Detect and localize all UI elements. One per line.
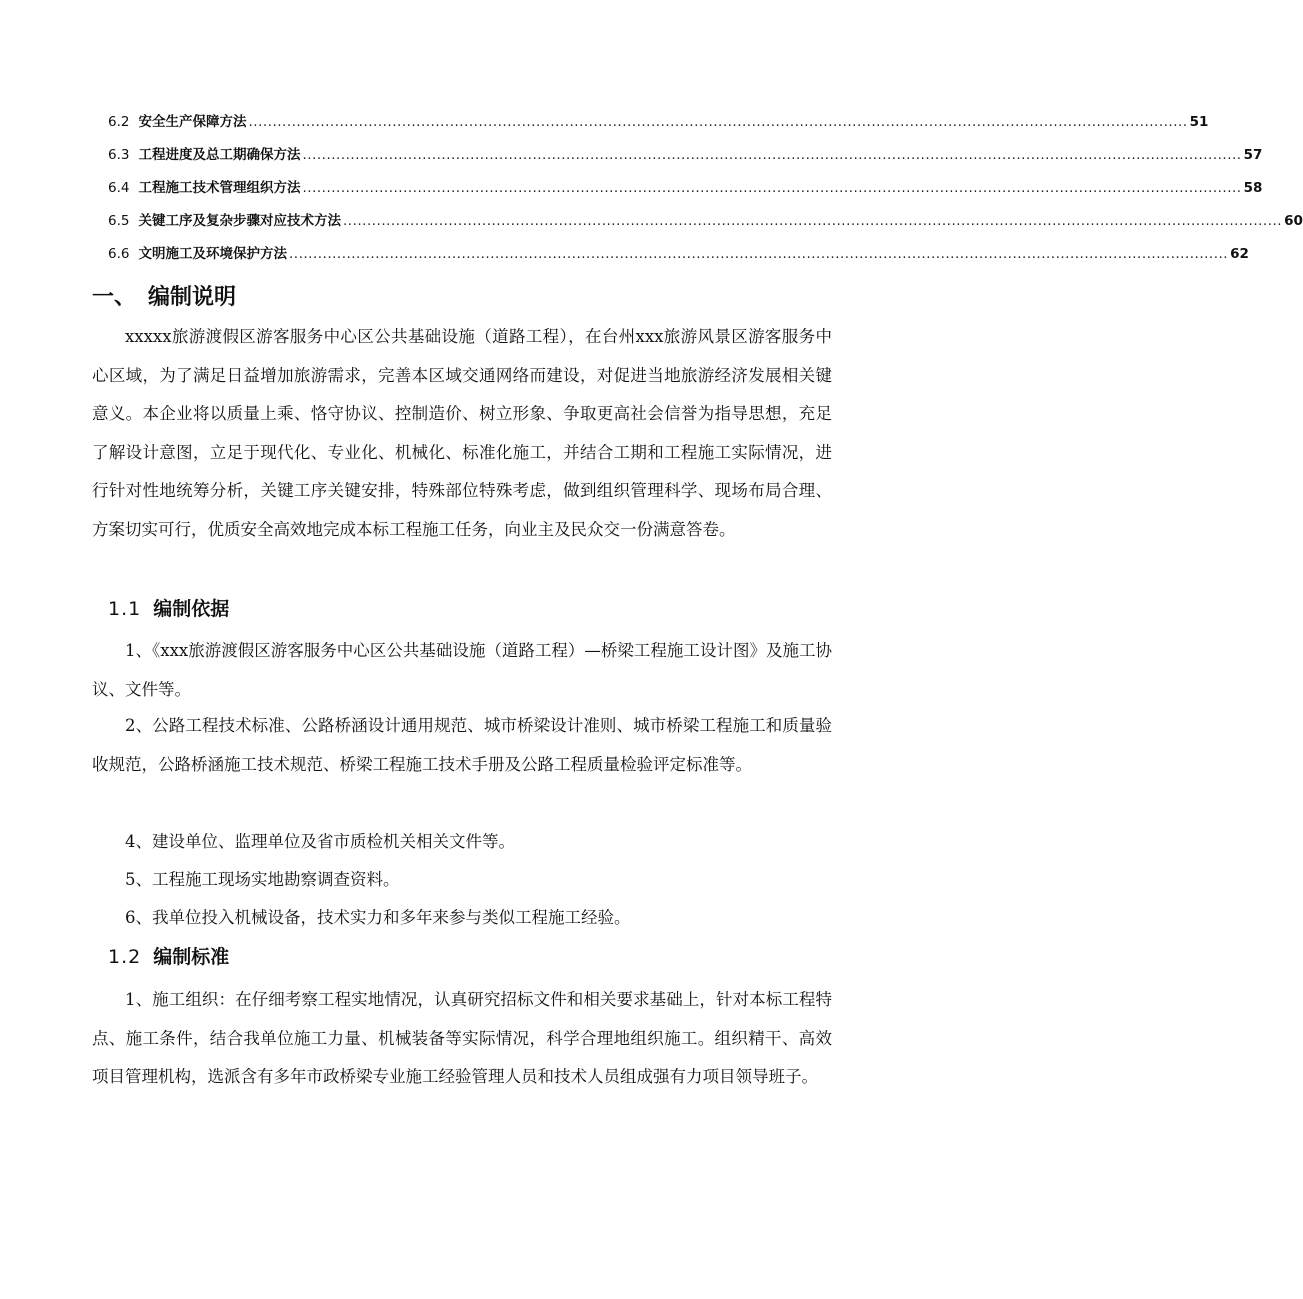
subsection-number: 1.1	[108, 598, 142, 620]
toc-entry-title: 工程施工技术管理组织方法	[138, 180, 301, 196]
basis-item: 4、建设单位、监理单位及省市质检机关相关文件等。	[125, 832, 515, 851]
toc-entry-page: 51	[1189, 114, 1209, 130]
basis-item: 2、公路工程技术标准、公路桥涵设计通用规范、城市桥梁设计准则、城市桥梁工程施工和质量验收规范，公路桥涵施工技术规范、桥梁工程施工技术手册及公路工程质量检验评定标准等。	[92, 716, 832, 774]
table-of-contents	[108, 110, 1303, 275]
toc-entry-number: 6.3	[108, 147, 130, 163]
subsection-number: 1.2	[108, 946, 142, 968]
toc-entry-title: 文明施工及环境保护方法	[138, 246, 287, 262]
toc-entry-page: 57	[1243, 147, 1263, 163]
toc-entry-title: 关键工序及复杂步骤对应技术方法	[138, 213, 341, 229]
toc-entry[interactable]	[108, 242, 1249, 275]
section-heading	[92, 280, 236, 311]
toc-entry-page: 60	[1284, 213, 1303, 229]
toc-entry-title: 安全生产保障方法	[138, 114, 247, 130]
basis-item: 6、我单位投入机械设备，技术实力和多年来参与类似工程施工经验。	[125, 908, 631, 927]
section-number: 一、	[92, 285, 137, 310]
toc-entry-number: 6.5	[108, 213, 130, 229]
toc-entry-number: 6.4	[108, 180, 130, 196]
toc-leader-dots: ....................................................................................................................................................................................................	[342, 213, 1283, 229]
toc-entry-page: 62	[1230, 246, 1249, 262]
toc-leader-dots: ....................................................................................................................................................................................................	[288, 246, 1229, 262]
subsection-heading	[108, 594, 229, 621]
toc-entry-number: 6.6	[108, 246, 130, 262]
toc-leader-dots: ....................................................................................................................................................................................................	[248, 114, 1188, 130]
toc-entry[interactable]	[108, 143, 1263, 176]
subsection-heading	[108, 942, 229, 969]
basis-item: 1、《xxx旅游渡假区游客服务中心区公共基础设施（道路工程）—桥梁工程施工设计图》及施工协议、文件等。	[92, 641, 832, 699]
basis-item: 5、工程施工现场实地勘察调查资料。	[125, 870, 400, 889]
toc-entry[interactable]	[108, 176, 1263, 209]
toc-entry-number: 6.2	[108, 114, 130, 130]
intro-paragraph: xxxxx旅游渡假区游客服务中心区公共基础设施（道路工程），在台州xxx旅游风景区游客服务中心区域，为了满足日益增加旅游需求，完善本区域交通网络而建设，对促进当地旅游经济发展相关键意义。本企业将以质量上乘、恪守协议、控制造价、树立形象、争取更高社会信誉为指导思想，充足了解设计意图，立足于现代化、专业化、机械化、标准化施工，并结合工期和工程施工实际情况，进行针对性地统筹分析，关键工序关键安排，特殊部位特殊考虑，做到组织管理科学、现场布局合理、方案切实可行，优质安全高效地完成本标工程施工任务，向业主及民众交一份满意答卷。	[92, 327, 832, 539]
subsection-title: 编制标准	[153, 946, 230, 968]
toc-entry[interactable]	[108, 110, 1209, 143]
standard-item: 1、施工组织：在仔细考察工程实地情况，认真研究招标文件和相关要求基础上，针对本标工程特点、施工条件，结合我单位施工力量、机械装备等实际情况，科学合理地组织施工。组织精干、高效项目管理机构，选派含有多年市政桥梁专业施工经验管理人员和技术人员组成强有力项目领导班子。	[92, 990, 832, 1086]
toc-entry[interactable]	[108, 209, 1303, 242]
toc-entry-page: 58	[1243, 180, 1263, 196]
toc-leader-dots: ....................................................................................................................................................................................................	[302, 180, 1242, 196]
toc-entry-title: 工程进度及总工期确保方法	[138, 147, 301, 163]
subsection-title: 编制依据	[153, 598, 230, 620]
section-title: 编制说明	[148, 285, 237, 310]
toc-leader-dots: ....................................................................................................................................................................................................	[302, 147, 1242, 163]
